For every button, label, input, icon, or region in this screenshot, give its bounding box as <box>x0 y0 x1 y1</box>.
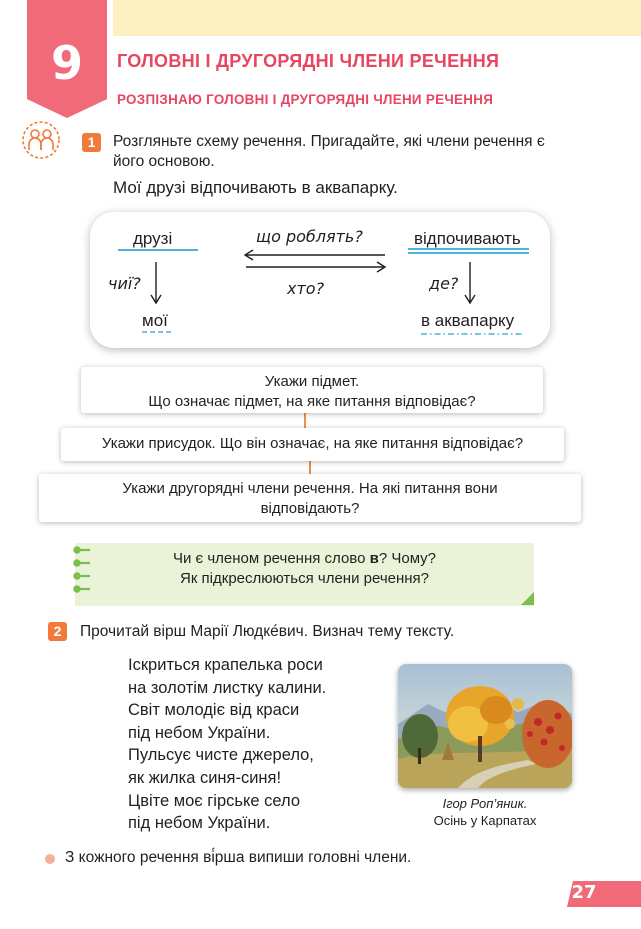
page-number: 27 <box>571 882 597 903</box>
caption-title: Осінь у Карпатах <box>433 813 537 828</box>
task1-instruction-line1: Розгляньте схему речення. Пригадайте, які члени речення є <box>113 133 545 150</box>
note-line1 <box>75 549 534 569</box>
caption-author: Ігор Роп’яник. <box>442 796 528 811</box>
scheme-adverbial: в аквапарку <box>421 311 515 330</box>
scheme-subject: друзі <box>133 229 173 248</box>
painting-autumn-carpathians <box>398 664 572 788</box>
task2-instruction: Прочитай вірш Марії Людке́вич. Визнач тему тексту. <box>80 623 455 640</box>
scheme-arrows <box>0 0 641 360</box>
prompt-1-line2: Що означає підмет, на яке питання відповідає? <box>148 393 476 410</box>
prompt-2-line1: Укажи присудок. Що він означає, на яке питання відповідає? <box>101 435 524 452</box>
poem-line: під небом України. <box>128 814 271 833</box>
poem-line: Світ молодіє від краси <box>128 701 300 720</box>
poem-line: як жилка синя-синя! <box>128 768 282 787</box>
scheme-attribute: мої <box>142 311 168 330</box>
prompt-1-line1: Укажи підмет. <box>264 373 360 390</box>
task-number-2: 2 <box>48 622 67 641</box>
note-marker-icon <box>72 546 94 596</box>
poem-line: Іскриться крапелька роси <box>128 656 323 674</box>
lesson-number: 9 <box>50 36 83 90</box>
example-sentence: Мої друзі відпочивають в аквапарку. <box>113 178 398 197</box>
note-line1-text: Чи є членом речення слово <box>172 550 370 567</box>
task1-instruction-line2: його основою. <box>113 153 215 170</box>
scheme-question-bottom: хто? <box>287 279 325 298</box>
note-corner-fold <box>521 592 534 605</box>
scheme-question-left: чиї? <box>108 274 141 293</box>
poem-line: на золотім листку калини. <box>128 678 327 697</box>
note-line1-end: ? Чому? <box>378 550 437 567</box>
scheme-predicate: відпочивають <box>414 229 521 248</box>
prompt-box-secondary <box>39 474 581 522</box>
poem-line: Пульсує чисте джерело, <box>128 746 314 765</box>
note-box <box>75 543 534 606</box>
prompt-box-predicate <box>61 428 564 461</box>
scheme-question-top: що роблять? <box>256 227 363 246</box>
poem-line: під небом України. <box>128 723 271 742</box>
note-line2: Як підкреслюються члени речення? <box>179 570 430 587</box>
scheme-question-right: де? <box>429 274 459 293</box>
prompt-3-line2: відповідають? <box>260 500 360 517</box>
task-number-1: 1 <box>82 133 101 152</box>
poem <box>128 654 326 835</box>
lesson-subtitle: РОЗПІЗНАЮ ГОЛОВНІ І ДРУГОРЯДНІ ЧЛЕНИ РЕЧЕННЯ <box>117 92 494 107</box>
bullet-icon <box>45 854 55 864</box>
painting-caption <box>398 795 572 829</box>
prompt-box-subject <box>81 367 543 413</box>
lesson-title: ГОЛОВНІ І ДРУГОРЯДНІ ЧЛЕНИ РЕЧЕННЯ <box>117 51 500 71</box>
prompt-3-line1: Укажи другорядні члени речення. На які питання вони <box>122 480 498 497</box>
poem-line: Цвіте моє гірське село <box>128 791 301 810</box>
exercise-text: З кожного речення ві́рша випиши головні члени. <box>65 849 412 866</box>
note-bold-word: в <box>369 550 379 567</box>
